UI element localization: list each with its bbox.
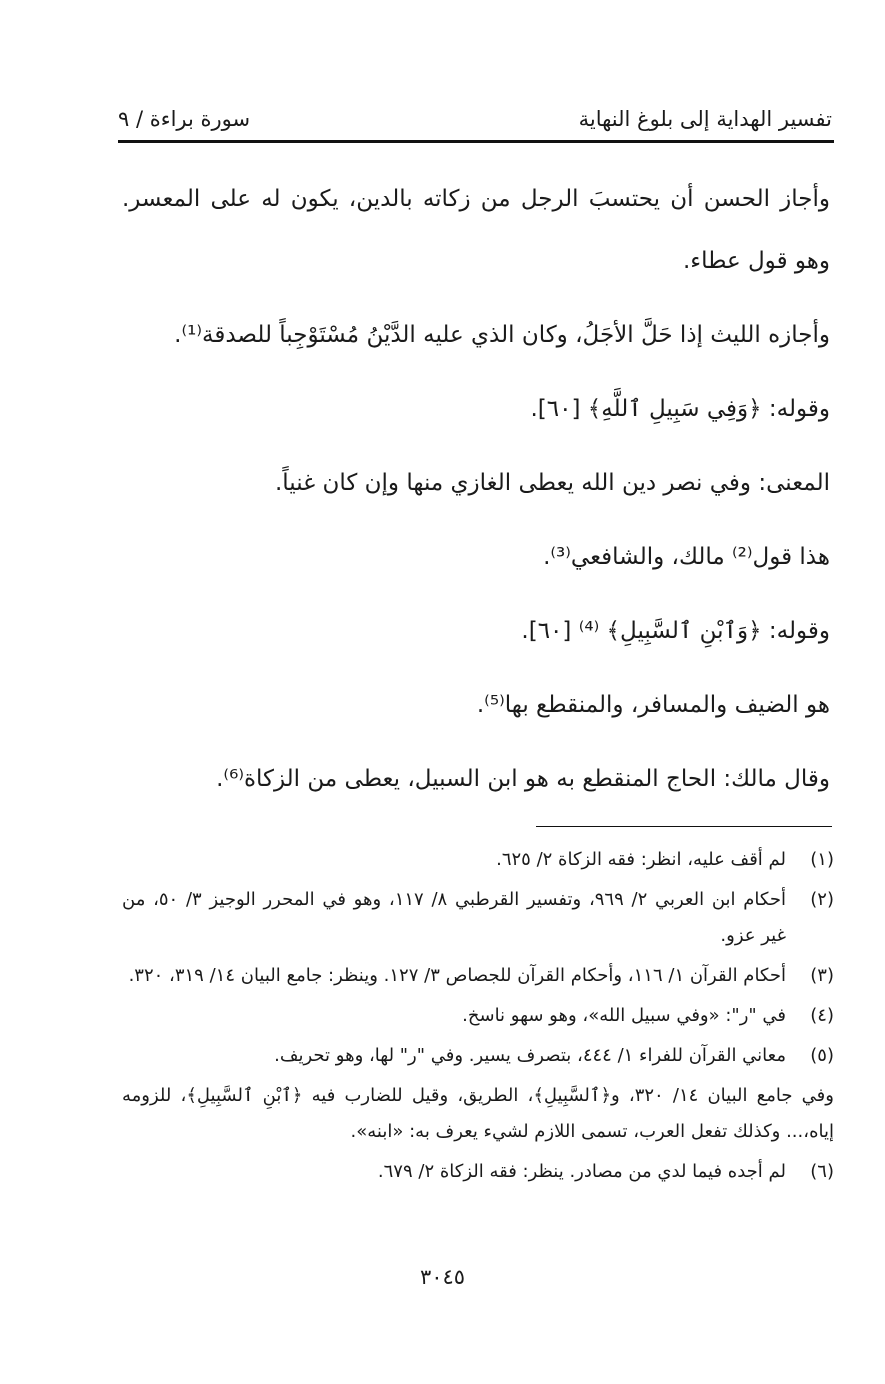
- footnote-item: [122, 958, 834, 994]
- footnote-item: [122, 842, 834, 878]
- page-number: ٣٠٤٥: [419, 1265, 466, 1289]
- paragraph: وأجاز الحسن أن يحتسبَ الرجل من زكاته بالدين، يكون له على المعسر. وهو قول عطاء.: [122, 186, 830, 274]
- running-header: [118, 100, 832, 140]
- surah-label: سورة براءة / ٩: [118, 107, 251, 131]
- footnote-text: لم أجده فيما لدي من مصادر. ينظر: فقه الزكاة ٢/ ٦٧٩.: [377, 1161, 786, 1182]
- paragraph: المعنى: وفي نصر دين الله يعطى الغازي منها وإن كان غنياً.: [274, 470, 830, 496]
- footnote-number: (٤): [810, 1005, 834, 1026]
- paragraph: وأجازه الليث إذا حَلَّ الأجَلُ، وكان الذي عليه الدَّيْنُ مُسْتَوْجِباً للصدقة⁽¹⁾.: [174, 322, 830, 348]
- footnote-number: (١): [810, 849, 834, 870]
- paragraph: وقوله: ﴿وَٱبْنِ ٱلسَّبِيلِ﴾ ⁽⁴⁾ [٦٠].: [521, 618, 830, 644]
- footnote-text: أحكام ابن العربي ٢/ ٩٦٩، وتفسير القرطبي ٨/ ١١٧، وهو في المحرر الوجيز ٣/ ٥٠، من غير عزو.: [122, 889, 786, 946]
- footnote-number: (٦): [810, 1161, 834, 1182]
- footnote-text: أحكام القرآن ١/ ١١٦، وأحكام القرآن للجصاص ٣/ ١٢٧. وينظر: جامع البيان ١٤/ ٣١٩، ٣٢٠.: [128, 965, 786, 986]
- footnote-number: (٣): [810, 965, 834, 986]
- paragraph: وقال مالك: الحاج المنقطع به هو ابن السبيل، يعطى من الزكاة⁽⁶⁾.: [216, 766, 830, 792]
- footnote-item: [122, 882, 834, 954]
- footnote-item: [122, 1154, 834, 1190]
- footnote-divider: [536, 826, 832, 827]
- footnote-item: [122, 1038, 834, 1074]
- footnote-number: (٢): [810, 889, 834, 910]
- paragraph: وقوله: ﴿وَفِي سَبِيلِ ٱللَّهِ﴾ [٦٠].: [530, 396, 830, 422]
- main-text: [122, 168, 830, 822]
- footnotes: [122, 842, 834, 1194]
- header-divider: [118, 140, 834, 143]
- footnote-item: [122, 998, 834, 1034]
- paragraph: هو الضيف والمسافر، والمنقطع بها⁽⁵⁾.: [476, 692, 830, 718]
- footnote-text: معاني القرآن للفراء ١/ ٤٤٤، بتصرف يسير. وفي "ر" لها، وهو تحريف.: [274, 1045, 786, 1066]
- paragraph: هذا قول⁽²⁾ مالك، والشافعي⁽³⁾.: [543, 544, 830, 570]
- footnote-text: لم أقف عليه، انظر: فقه الزكاة ٢/ ٦٢٥.: [496, 849, 786, 870]
- footnote-number: (٥): [810, 1045, 834, 1066]
- footnote-text: في "ر": «وفي سبيل الله»، وهو سهو ناسخ.: [462, 1005, 786, 1026]
- book-title: تفسير الهداية إلى بلوغ النهاية: [578, 107, 832, 131]
- footnote-continuation: وفي جامع البيان ١٤/ ٣٢٠، و﴿ٱلسَّبِيلِ﴾، الطريق، وقيل للضارب فيه ﴿ٱبْنِ ٱلسَّبِيلِ﴾، للزومه إياه،... وكذلك تفعل العرب، تسمى اللازم لشيء يعرف به: «ابنه».: [122, 1085, 834, 1142]
